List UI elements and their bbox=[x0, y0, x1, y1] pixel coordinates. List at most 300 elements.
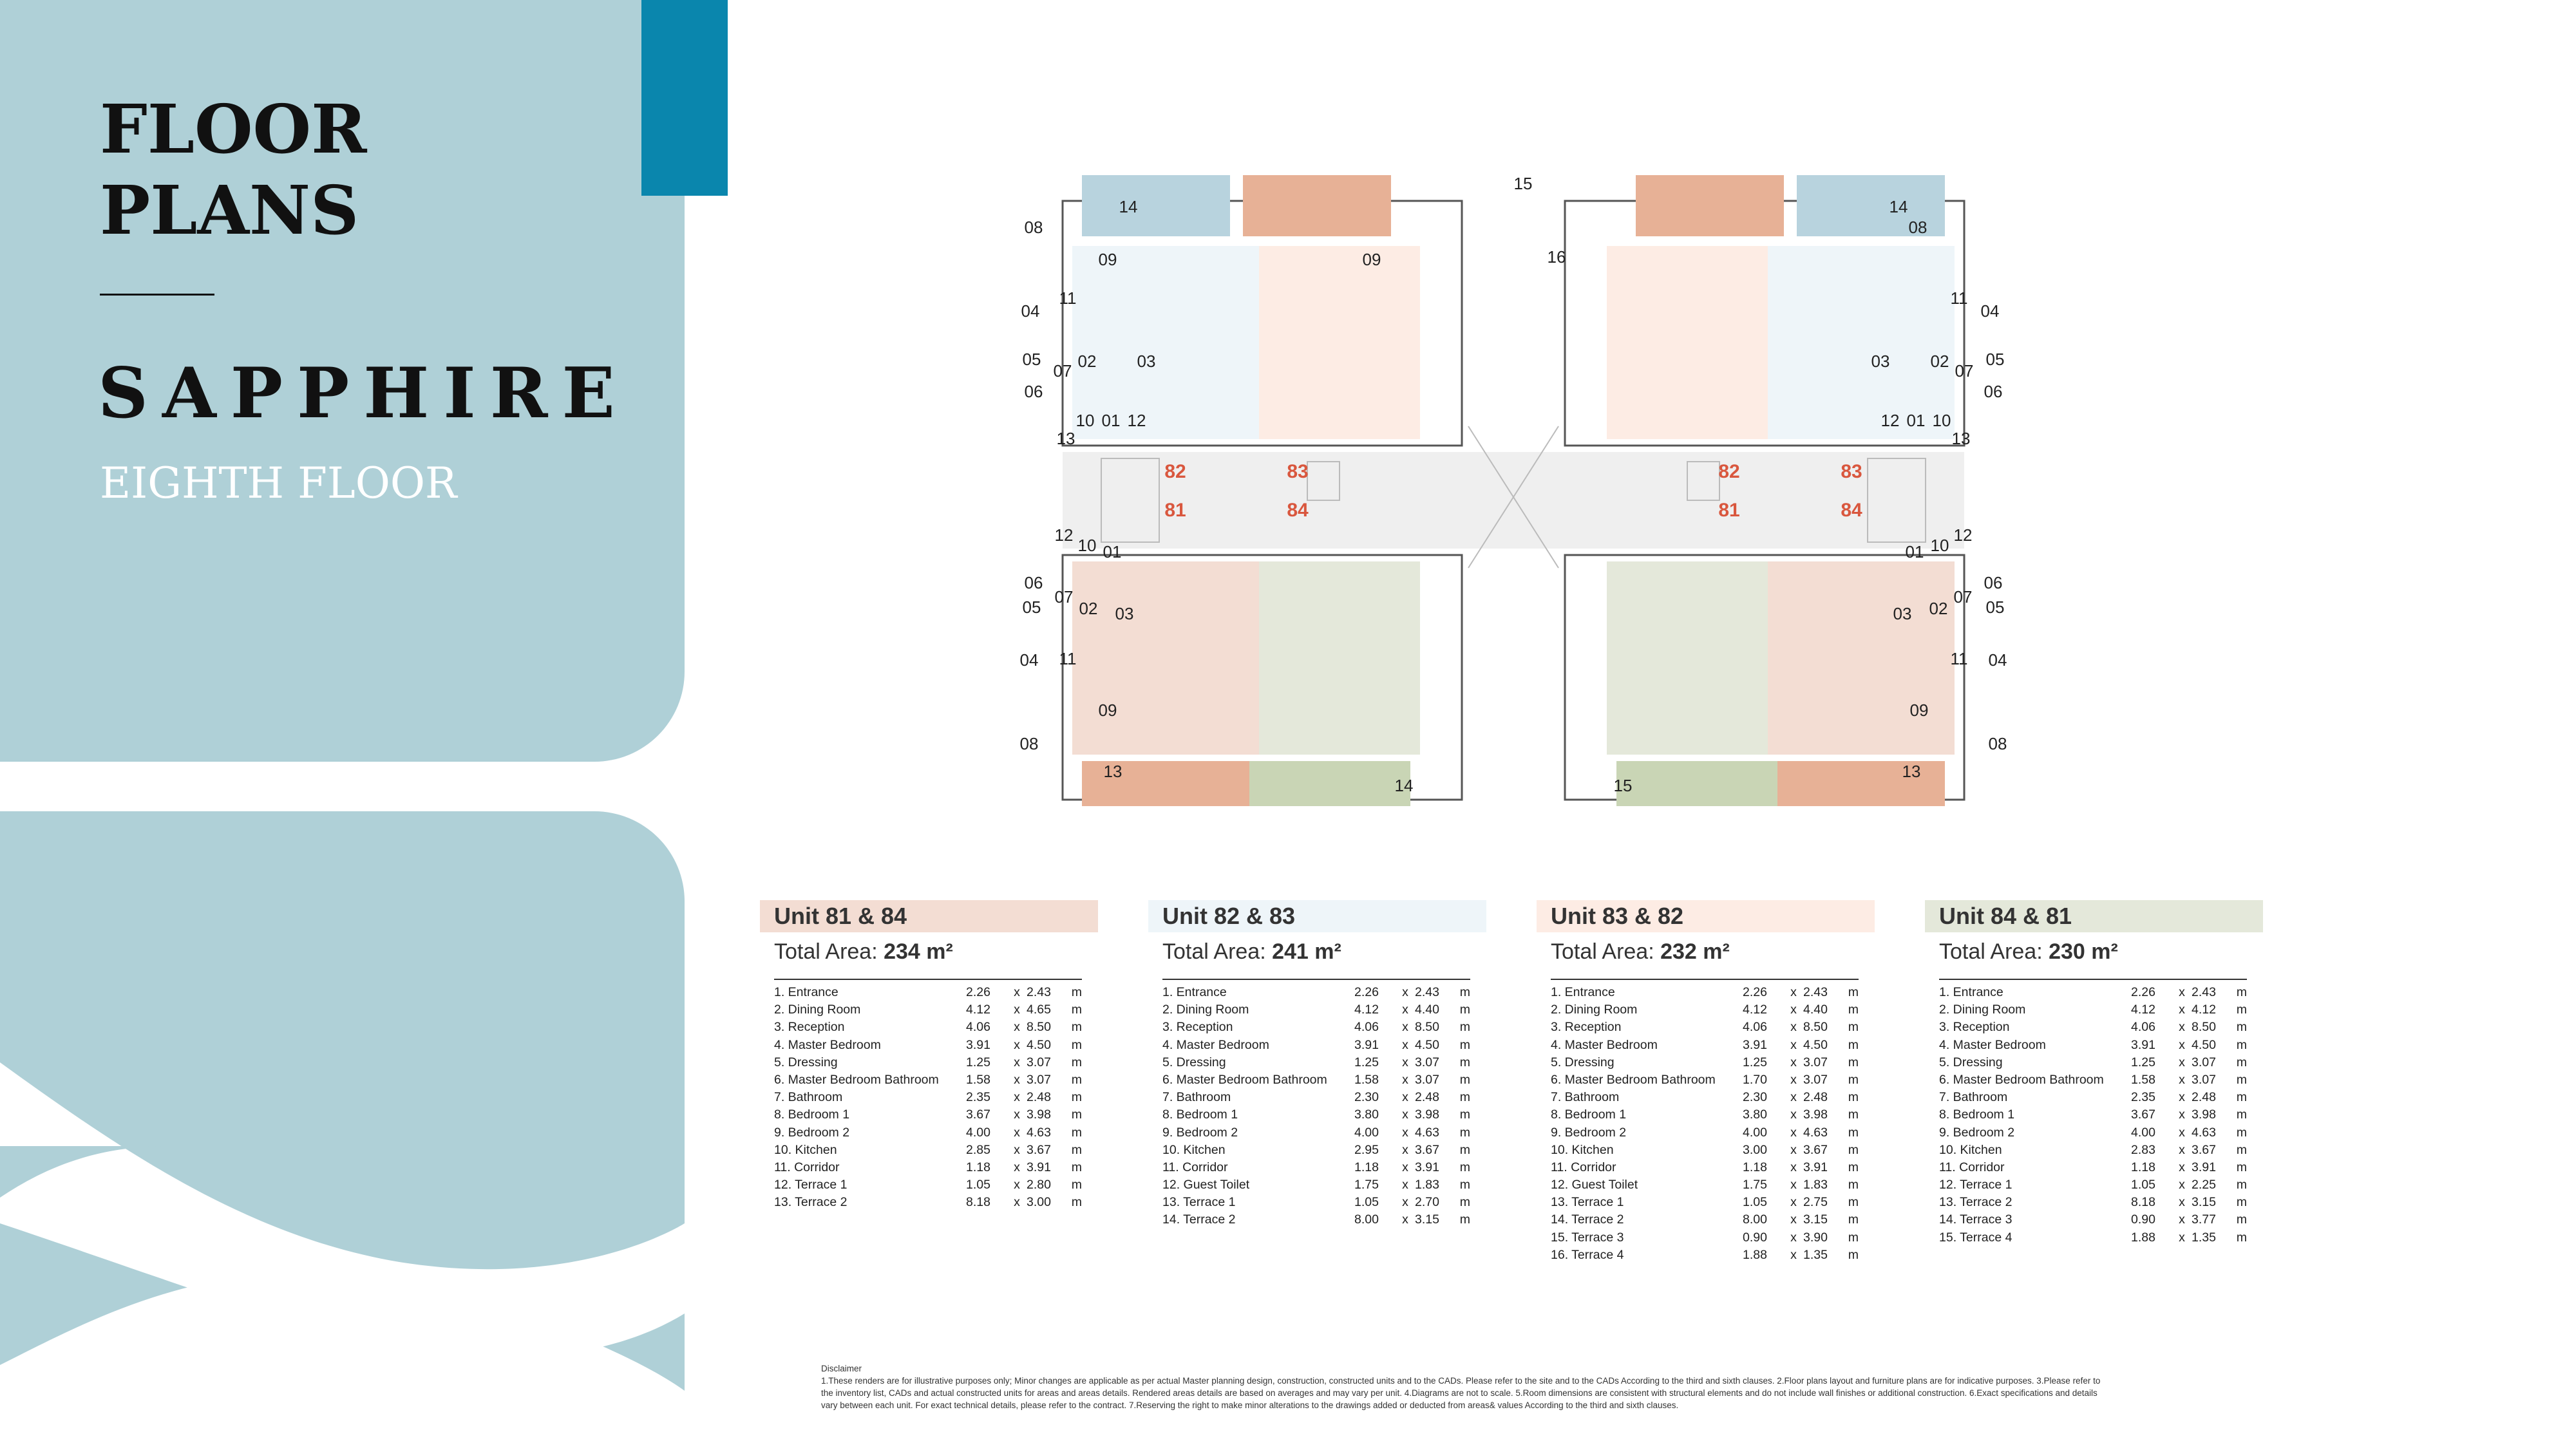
room-dim-unit: m bbox=[1848, 1003, 1859, 1017]
room-row bbox=[774, 1194, 1082, 1211]
room-name: 7. Bathroom bbox=[1551, 1090, 1620, 1105]
room-dim-sep: x bbox=[2179, 1055, 2185, 1069]
room-dim-sep: x bbox=[1402, 1090, 1408, 1105]
room-row bbox=[1939, 1001, 2247, 1019]
room-number-label: 09 bbox=[1098, 701, 1117, 720]
room-dim-unit: m bbox=[1848, 1020, 1859, 1035]
room-dim-a: 1.18 bbox=[966, 1160, 990, 1174]
room-dim-sep: x bbox=[1014, 1020, 1020, 1035]
room-number-label: 12 bbox=[1953, 525, 1973, 545]
room-dim-unit: m bbox=[2236, 1160, 2247, 1174]
room-number-label: 12 bbox=[1127, 411, 1146, 430]
room-dim-sep: x bbox=[1014, 1125, 1020, 1140]
room-dim-a: 3.91 bbox=[966, 1037, 990, 1052]
room-number-label: 10 bbox=[1930, 536, 1949, 555]
room-row bbox=[1551, 984, 1859, 1001]
room-dim-b: 4.12 bbox=[2192, 1003, 2216, 1017]
area-value: 230 m² bbox=[2049, 939, 2118, 964]
room-dim-b: 4.50 bbox=[2192, 1037, 2216, 1052]
room-number-label: 03 bbox=[1137, 352, 1156, 371]
room-name: 3. Reception bbox=[774, 1020, 845, 1035]
room-dim-a: 8.18 bbox=[966, 1195, 990, 1210]
room-row bbox=[1939, 1106, 2247, 1124]
unit-marker: 81 bbox=[1718, 500, 1740, 521]
room-number-label: 06 bbox=[1024, 573, 1043, 592]
room-name: 5. Dressing bbox=[1162, 1055, 1226, 1069]
room-number-label: 12 bbox=[1054, 525, 1074, 545]
room-number-label: 09 bbox=[1098, 250, 1117, 269]
room-dim-sep: x bbox=[2179, 1195, 2185, 1210]
unit-marker: 82 bbox=[1164, 461, 1186, 482]
room-dim-a: 3.00 bbox=[1743, 1142, 1767, 1157]
area-label: Total Area: bbox=[1939, 939, 2043, 964]
room-dim-unit: m bbox=[2236, 1230, 2247, 1245]
room-row bbox=[1939, 1194, 2247, 1211]
room-number-label: 01 bbox=[1906, 411, 1926, 430]
room-dim-sep: x bbox=[1402, 1107, 1408, 1122]
room-dim-sep: x bbox=[1014, 1090, 1020, 1105]
room-name: 14. Terrace 3 bbox=[1939, 1212, 2012, 1227]
room-dim-sep: x bbox=[1790, 1160, 1797, 1174]
room-dim-unit: m bbox=[1459, 1160, 1470, 1174]
unit-title: Unit 84 & 81 bbox=[1925, 900, 2263, 932]
room-dim-unit: m bbox=[1071, 1003, 1082, 1017]
room-name: 11. Corridor bbox=[774, 1160, 840, 1174]
room-dim-unit: m bbox=[2236, 1125, 2247, 1140]
room-dim-b: 4.50 bbox=[1027, 1037, 1051, 1052]
room-dim-sep: x bbox=[2179, 1037, 2185, 1052]
room-name: 13. Terrace 1 bbox=[1162, 1195, 1236, 1210]
disclaimer-line: 1.These renders are for illustrative purposes only; Minor changes are applicable as per actual Master planning design, construction, constructed units and to the CADs. Please refer to the site and to the CADs According to the third and sixth clauses. 2.Floor plans layout and furniture plans are for indicative purposes. 3.Please refer to bbox=[821, 1376, 2101, 1386]
room-dim-a: 4.12 bbox=[1354, 1003, 1379, 1017]
room-dim-unit: m bbox=[2236, 1142, 2247, 1157]
room-number-label: 16 bbox=[1547, 247, 1566, 267]
room-number-label: 07 bbox=[1955, 361, 1974, 381]
room-dim-sep: x bbox=[1790, 1195, 1797, 1210]
room-row bbox=[1162, 1159, 1470, 1176]
room-dim-unit: m bbox=[1848, 1142, 1859, 1157]
room-dim-sep: x bbox=[1790, 1003, 1797, 1017]
room-row bbox=[1162, 1019, 1470, 1036]
room-dim-sep: x bbox=[1402, 1212, 1408, 1227]
room-dim-a: 1.58 bbox=[2131, 1072, 2155, 1087]
room-dim-sep: x bbox=[1402, 1178, 1408, 1192]
room-dim-unit: m bbox=[1459, 1178, 1470, 1192]
room-row bbox=[1162, 1194, 1470, 1211]
room-dim-b: 2.70 bbox=[1415, 1195, 1439, 1210]
area-label: Total Area: bbox=[774, 939, 878, 964]
room-dim-unit: m bbox=[1459, 985, 1470, 999]
room-dim-b: 3.07 bbox=[1415, 1072, 1439, 1087]
room-dim-a: 1.25 bbox=[2131, 1055, 2155, 1069]
room-dim-sep: x bbox=[1014, 1055, 1020, 1069]
room-dim-unit: m bbox=[1848, 1072, 1859, 1087]
room-dim-unit: m bbox=[1848, 1055, 1859, 1069]
room-dim-b: 4.50 bbox=[1803, 1037, 1828, 1052]
room-name: 2. Dining Room bbox=[774, 1003, 861, 1017]
room-number-label: 13 bbox=[1056, 429, 1075, 448]
room-number-label: 01 bbox=[1103, 542, 1122, 561]
room-name: 6. Master Bedroom Bathroom bbox=[1551, 1072, 1716, 1087]
room-number-label: 03 bbox=[1871, 352, 1890, 371]
room-dim-sep: x bbox=[2179, 1178, 2185, 1192]
room-dim-b: 3.91 bbox=[1027, 1160, 1051, 1174]
room-dim-b: 3.07 bbox=[1415, 1055, 1439, 1069]
room-row bbox=[1162, 1106, 1470, 1124]
room-dim-unit: m bbox=[2236, 1020, 2247, 1035]
room-dim-b: 1.35 bbox=[1803, 1247, 1828, 1262]
room-dim-sep: x bbox=[1402, 1195, 1408, 1210]
room-dim-a: 3.80 bbox=[1354, 1107, 1379, 1122]
room-dim-sep: x bbox=[1014, 1107, 1020, 1122]
room-dim-b: 3.67 bbox=[1803, 1142, 1828, 1157]
room-dim-sep: x bbox=[1014, 1037, 1020, 1052]
room-dim-b: 3.98 bbox=[1415, 1107, 1439, 1122]
room-number-label: 10 bbox=[1077, 536, 1097, 555]
room-name: 3. Reception bbox=[1162, 1020, 1233, 1035]
room-number-label: 06 bbox=[1984, 382, 2003, 401]
room-dim-sep: x bbox=[1014, 1072, 1020, 1087]
room-name: 8. Bedroom 1 bbox=[1551, 1107, 1627, 1122]
room-number-label: 05 bbox=[1985, 350, 2005, 369]
room-name: 13. Terrace 2 bbox=[774, 1195, 848, 1210]
room-number-label: 07 bbox=[1953, 587, 1973, 607]
room-dim-sep: x bbox=[2179, 1107, 2185, 1122]
room-dim-unit: m bbox=[1071, 1107, 1082, 1122]
room-name: 5. Dressing bbox=[774, 1055, 838, 1069]
room-name: 5. Dressing bbox=[1939, 1055, 2003, 1069]
room-number-label: 10 bbox=[1932, 411, 1951, 430]
room-dim-sep: x bbox=[1790, 1247, 1797, 1262]
room-row bbox=[1162, 1054, 1470, 1071]
room-row bbox=[1939, 1019, 2247, 1036]
room-dim-sep: x bbox=[2179, 985, 2185, 999]
room-dim-unit: m bbox=[1071, 1125, 1082, 1140]
room-dim-unit: m bbox=[1459, 1020, 1470, 1035]
room-row bbox=[1162, 984, 1470, 1001]
room-dim-unit: m bbox=[1071, 1160, 1082, 1174]
room-dim-sep: x bbox=[1402, 1055, 1408, 1069]
room-dim-a: 1.18 bbox=[1743, 1160, 1767, 1174]
title-line-1: FLOOR bbox=[100, 89, 367, 169]
room-dim-a: 2.85 bbox=[966, 1142, 990, 1157]
room-dim-a: 1.25 bbox=[1743, 1055, 1767, 1069]
room-row bbox=[1551, 1176, 1859, 1194]
room-dim-sep: x bbox=[1790, 1107, 1797, 1122]
room-dim-a: 1.88 bbox=[1743, 1247, 1767, 1262]
room-number-label: 10 bbox=[1075, 411, 1095, 430]
room-dim-a: 2.26 bbox=[966, 985, 990, 999]
room-number-label: 11 bbox=[1059, 288, 1077, 308]
unit-title: Unit 83 & 82 bbox=[1537, 900, 1875, 932]
room-dim-b: 4.63 bbox=[1415, 1125, 1439, 1140]
room-row bbox=[774, 1071, 1082, 1089]
room-dim-a: 1.75 bbox=[1354, 1178, 1379, 1192]
room-number-label: 03 bbox=[1115, 604, 1134, 623]
accent-block bbox=[641, 0, 728, 196]
room-name: 7. Bathroom bbox=[1162, 1090, 1231, 1105]
decorative-wave bbox=[0, 811, 685, 1450]
room-dim-a: 1.70 bbox=[1743, 1072, 1767, 1087]
room-row bbox=[774, 1124, 1082, 1142]
room-dim-a: 2.35 bbox=[2131, 1090, 2155, 1105]
room-row bbox=[1551, 1142, 1859, 1159]
room-name: 4. Master Bedroom bbox=[774, 1037, 881, 1052]
room-number-label: 09 bbox=[1362, 250, 1381, 269]
room-dim-a: 4.06 bbox=[2131, 1020, 2155, 1035]
room-row bbox=[1939, 984, 2247, 1001]
unit-rule bbox=[1162, 979, 1470, 980]
room-dim-b: 3.67 bbox=[1027, 1142, 1051, 1157]
room-number-label: 14 bbox=[1119, 197, 1138, 216]
room-row bbox=[774, 1176, 1082, 1194]
room-number-label: 01 bbox=[1905, 542, 1924, 561]
room-dim-b: 4.65 bbox=[1027, 1003, 1051, 1017]
room-row bbox=[1551, 1159, 1859, 1176]
room-dim-b: 3.07 bbox=[1803, 1072, 1828, 1087]
unit-marker: 83 bbox=[1841, 461, 1862, 482]
unit-marker: 81 bbox=[1164, 500, 1186, 521]
room-dim-unit: m bbox=[1071, 985, 1082, 999]
room-row bbox=[774, 1054, 1082, 1071]
room-dim-unit: m bbox=[1459, 1072, 1470, 1087]
disclaimer-line: the inventory list, CADs and actual constructed units for areas and areas details. Rendered areas details are based on averages and may vary per unit. 4.Diagrams are not to scale. 5.Room dimensions are consistent with structural elements and do not include wall finishes or additional construction. 6.Exact specifications and details bbox=[821, 1388, 2098, 1398]
room-name: 15. Terrace 4 bbox=[1939, 1230, 2012, 1245]
room-row bbox=[1551, 1124, 1859, 1142]
room-dim-a: 1.75 bbox=[1743, 1178, 1767, 1192]
room-dim-b: 2.43 bbox=[1415, 985, 1439, 999]
room-dim-sep: x bbox=[2179, 1212, 2185, 1227]
room-row bbox=[774, 1159, 1082, 1176]
room-dim-sep: x bbox=[2179, 1003, 2185, 1017]
room-dim-b: 8.50 bbox=[1803, 1020, 1828, 1035]
room-row bbox=[1939, 1142, 2247, 1159]
unit-card-4 bbox=[1925, 900, 2263, 1247]
room-dim-unit: m bbox=[1848, 985, 1859, 999]
room-number-label: 02 bbox=[1077, 352, 1097, 371]
room-dim-sep: x bbox=[2179, 1072, 2185, 1087]
room-dim-b: 2.48 bbox=[1415, 1090, 1439, 1105]
room-list bbox=[1162, 984, 1470, 1229]
room-row bbox=[1939, 1089, 2247, 1106]
room-dim-sep: x bbox=[1402, 1037, 1408, 1052]
room-name: 10. Kitchen bbox=[1551, 1142, 1614, 1157]
room-dim-a: 3.67 bbox=[966, 1107, 990, 1122]
room-dim-a: 4.00 bbox=[1354, 1125, 1379, 1140]
room-dim-sep: x bbox=[1790, 1125, 1797, 1140]
room-dim-a: 2.26 bbox=[1743, 985, 1767, 999]
room-number-label: 11 bbox=[1059, 649, 1077, 668]
room-name: 12. Guest Toilet bbox=[1551, 1178, 1638, 1192]
unit-card-1 bbox=[760, 900, 1098, 1211]
room-name: 1. Entrance bbox=[1162, 985, 1227, 999]
room-list bbox=[1551, 984, 1859, 1264]
room-dim-b: 3.91 bbox=[1415, 1160, 1439, 1174]
room-name: 2. Dining Room bbox=[1162, 1003, 1249, 1017]
room-row bbox=[1162, 1089, 1470, 1106]
room-dim-sep: x bbox=[1790, 1020, 1797, 1035]
building-name: SAPPHIRE bbox=[98, 353, 629, 434]
room-dim-unit: m bbox=[1848, 1247, 1859, 1262]
room-dim-b: 3.91 bbox=[1803, 1160, 1828, 1174]
room-dim-a: 8.00 bbox=[1354, 1212, 1379, 1227]
title-line-2: PLANS bbox=[100, 171, 359, 250]
room-name: 1. Entrance bbox=[1551, 985, 1615, 999]
left-decor-panel bbox=[0, 811, 685, 1450]
room-row bbox=[1939, 1071, 2247, 1089]
room-number-label: 04 bbox=[1988, 650, 2007, 670]
room-dim-unit: m bbox=[1848, 1160, 1859, 1174]
room-dim-a: 3.91 bbox=[1354, 1037, 1379, 1052]
room-name: 8. Bedroom 1 bbox=[774, 1107, 850, 1122]
room-dim-b: 2.43 bbox=[2192, 985, 2216, 999]
room-dim-b: 2.25 bbox=[2192, 1178, 2216, 1192]
room-number-label: 08 bbox=[1024, 218, 1043, 237]
room-dim-b: 1.83 bbox=[1803, 1178, 1828, 1192]
room-name: 6. Master Bedroom Bathroom bbox=[1939, 1072, 2104, 1087]
room-dim-sep: x bbox=[1014, 1142, 1020, 1157]
room-number-label: 13 bbox=[1902, 762, 1921, 781]
room-name: 3. Reception bbox=[1939, 1020, 2010, 1035]
room-row bbox=[1551, 1194, 1859, 1211]
room-row bbox=[1551, 1247, 1859, 1264]
room-dim-unit: m bbox=[1071, 1178, 1082, 1192]
room-row bbox=[774, 1001, 1082, 1019]
room-number-label: 13 bbox=[1103, 762, 1122, 781]
room-dim-unit: m bbox=[2236, 1107, 2247, 1122]
room-dim-b: 8.50 bbox=[1027, 1020, 1051, 1035]
room-row bbox=[1162, 1142, 1470, 1159]
room-dim-b: 2.48 bbox=[1027, 1090, 1051, 1105]
room-dim-a: 1.88 bbox=[2131, 1230, 2155, 1245]
room-name: 8. Bedroom 1 bbox=[1939, 1107, 2015, 1122]
room-dim-b: 3.00 bbox=[1027, 1195, 1051, 1210]
room-dim-a: 1.58 bbox=[1354, 1072, 1379, 1087]
disclaimer-line: vary between each unit. For exact technical details, please refer to the contract. 7.Reserving the right to make minor alterations to the drawings added or deducted from areas& values According to the third and sixth clauses. bbox=[821, 1400, 1679, 1410]
room-dim-unit: m bbox=[1071, 1072, 1082, 1087]
room-row bbox=[774, 1019, 1082, 1036]
room-number-label: 13 bbox=[1951, 429, 1971, 448]
room-dim-b: 3.07 bbox=[2192, 1055, 2216, 1069]
room-dim-b: 3.67 bbox=[1415, 1142, 1439, 1157]
room-row bbox=[1551, 1211, 1859, 1229]
room-number-label: 02 bbox=[1930, 352, 1949, 371]
room-dim-a: 2.26 bbox=[2131, 985, 2155, 999]
room-dim-sep: x bbox=[2179, 1090, 2185, 1105]
room-dim-b: 3.15 bbox=[1803, 1212, 1828, 1227]
room-name: 3. Reception bbox=[1551, 1020, 1622, 1035]
room-dim-b: 2.48 bbox=[1803, 1090, 1828, 1105]
room-row bbox=[1939, 1054, 2247, 1071]
room-dim-unit: m bbox=[2236, 1003, 2247, 1017]
area-value: 234 m² bbox=[884, 939, 953, 964]
room-name: 9. Bedroom 2 bbox=[774, 1125, 850, 1140]
room-dim-unit: m bbox=[1848, 1195, 1859, 1210]
room-dim-sep: x bbox=[1790, 1090, 1797, 1105]
unit-rule bbox=[1551, 979, 1859, 980]
room-dim-b: 3.98 bbox=[2192, 1107, 2216, 1122]
room-dim-a: 1.05 bbox=[1743, 1195, 1767, 1210]
area-label: Total Area: bbox=[1162, 939, 1266, 964]
room-name: 10. Kitchen bbox=[1939, 1142, 2002, 1157]
room-dim-a: 1.05 bbox=[966, 1178, 990, 1192]
room-dim-sep: x bbox=[1402, 1142, 1408, 1157]
room-dim-a: 1.18 bbox=[2131, 1160, 2155, 1174]
room-dim-a: 0.90 bbox=[1743, 1230, 1767, 1245]
room-number-label: 08 bbox=[1908, 218, 1927, 237]
page-title bbox=[100, 89, 367, 251]
room-dim-b: 3.07 bbox=[2192, 1072, 2216, 1087]
room-dim-b: 1.35 bbox=[2192, 1230, 2216, 1245]
room-dim-b: 3.98 bbox=[1803, 1107, 1828, 1122]
room-name: 2. Dining Room bbox=[1939, 1003, 2026, 1017]
room-dim-sep: x bbox=[1402, 985, 1408, 999]
room-row bbox=[1551, 1229, 1859, 1247]
room-dim-b: 8.50 bbox=[1415, 1020, 1439, 1035]
room-number-label: 05 bbox=[1022, 350, 1041, 369]
room-row bbox=[1939, 1229, 2247, 1247]
room-dim-sep: x bbox=[2179, 1230, 2185, 1245]
room-dim-unit: m bbox=[2236, 1195, 2247, 1210]
room-dim-unit: m bbox=[1459, 1037, 1470, 1052]
room-dim-sep: x bbox=[1402, 1160, 1408, 1174]
room-dim-a: 2.30 bbox=[1354, 1090, 1379, 1105]
room-name: 10. Kitchen bbox=[774, 1142, 837, 1157]
room-dim-unit: m bbox=[1459, 1003, 1470, 1017]
room-dim-sep: x bbox=[2179, 1125, 2185, 1140]
room-dim-unit: m bbox=[1848, 1037, 1859, 1052]
room-dim-b: 2.48 bbox=[2192, 1090, 2216, 1105]
room-dim-unit: m bbox=[2236, 1090, 2247, 1105]
room-row bbox=[1551, 1001, 1859, 1019]
room-row bbox=[1551, 1019, 1859, 1036]
room-row bbox=[774, 1037, 1082, 1054]
room-name: 8. Bedroom 1 bbox=[1162, 1107, 1238, 1122]
room-number-label: 09 bbox=[1909, 701, 1929, 720]
room-dim-sep: x bbox=[1402, 1020, 1408, 1035]
room-row bbox=[774, 1142, 1082, 1159]
room-dim-b: 3.67 bbox=[2192, 1142, 2216, 1157]
room-number-label: 04 bbox=[1980, 301, 2000, 321]
room-dim-b: 8.50 bbox=[2192, 1020, 2216, 1035]
room-dim-sep: x bbox=[1790, 1055, 1797, 1069]
room-dim-sep: x bbox=[1790, 1142, 1797, 1157]
unit-area bbox=[1162, 936, 1486, 967]
unit-title: Unit 81 & 84 bbox=[760, 900, 1098, 932]
room-name: 1. Entrance bbox=[774, 985, 838, 999]
room-name: 11. Corridor bbox=[1939, 1160, 2005, 1174]
room-number-label: 04 bbox=[1021, 301, 1040, 321]
unit-marker: 82 bbox=[1718, 461, 1740, 482]
room-dim-b: 3.77 bbox=[2192, 1212, 2216, 1227]
room-list bbox=[774, 984, 1082, 1211]
room-name: 12. Terrace 1 bbox=[774, 1178, 848, 1192]
room-dim-a: 4.06 bbox=[966, 1020, 990, 1035]
room-dim-sep: x bbox=[2179, 1020, 2185, 1035]
room-dim-sep: x bbox=[1790, 1230, 1797, 1245]
room-dim-b: 3.07 bbox=[1027, 1055, 1051, 1069]
room-name: 2. Dining Room bbox=[1551, 1003, 1638, 1017]
room-dim-unit: m bbox=[1459, 1090, 1470, 1105]
room-dim-unit: m bbox=[1071, 1020, 1082, 1035]
room-name: 9. Bedroom 2 bbox=[1939, 1125, 2015, 1140]
room-dim-unit: m bbox=[2236, 1178, 2247, 1192]
room-number-label: 06 bbox=[1984, 573, 2003, 592]
room-dim-unit: m bbox=[1071, 1090, 1082, 1105]
room-row bbox=[1162, 1071, 1470, 1089]
room-dim-b: 4.63 bbox=[1027, 1125, 1051, 1140]
room-dim-sep: x bbox=[1790, 1037, 1797, 1052]
